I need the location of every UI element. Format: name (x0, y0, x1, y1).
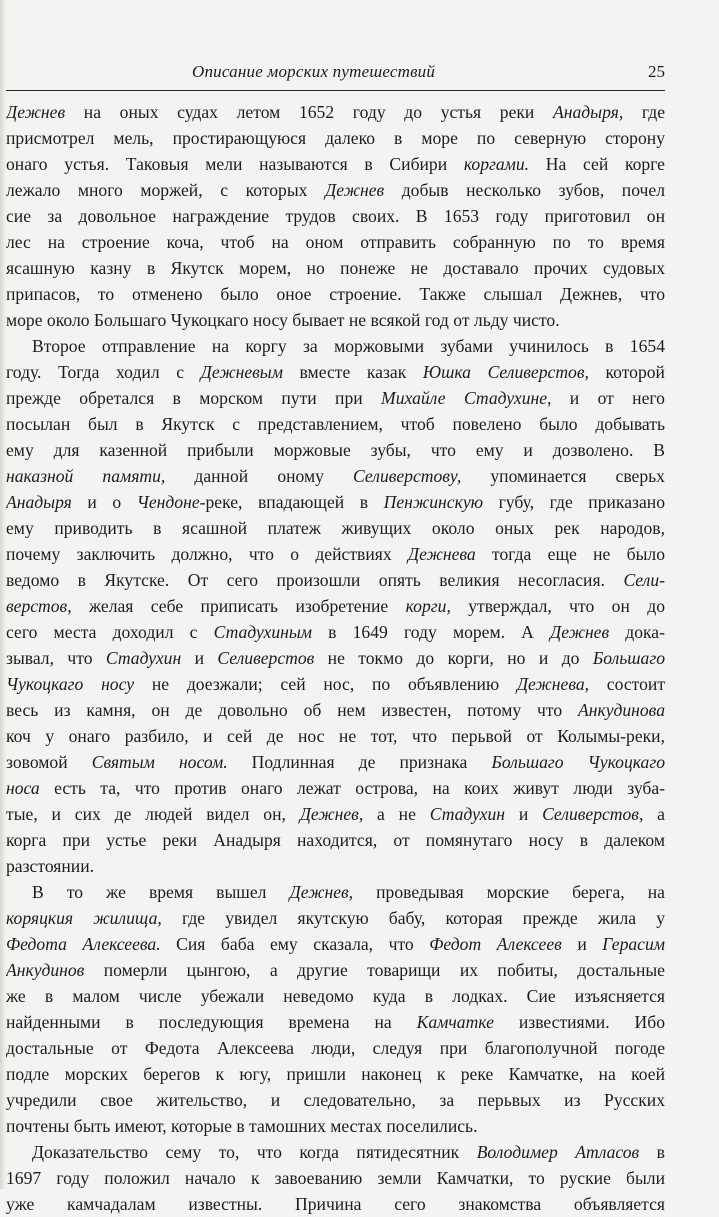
italic-text: Селиверстов, (542, 804, 644, 824)
text-span: утверждал, что он до (450, 596, 665, 616)
text-span: уже камчадалам известны. Причина сего знакомства объявляется (6, 1194, 665, 1214)
text-span: а не (363, 804, 430, 824)
italic-text: коряцкия жилища, (6, 908, 162, 928)
text-line (6, 1139, 665, 1165)
text-span: коч у онаго разбило, и сей де нос не тот, что перьвой от Колымы-реки, (6, 726, 665, 746)
text-line (6, 489, 665, 515)
text-line (6, 541, 665, 567)
text-span: померли цынгою, а другие товарищи их побиты, достальные (84, 960, 665, 980)
text-span: сего места доходил с (6, 622, 214, 642)
text-span: подле морских берегов к югу, пришли наконец к реке Камчатке, на коей (6, 1064, 665, 1084)
text-span: -реке, впадающей в (199, 492, 384, 512)
text-span: ему для казенной прибыли моржовые зубы, что ему и дозволено. В (6, 440, 665, 460)
text-span: и (181, 648, 218, 668)
italic-text: Дежнев (6, 102, 66, 122)
text-line (6, 853, 665, 879)
text-span: посылан был в Якутск с представлением, чтоб повелено было добывать (6, 414, 665, 434)
text-span: почтены быть имеют, которые в тамошних местах поселились. (6, 1116, 478, 1136)
italic-text: Дежнева, (516, 674, 590, 694)
italic-text: носа (6, 778, 40, 798)
text-span: тогда еще не было (475, 544, 665, 564)
italic-text: Большаго Чукоцкаго (491, 752, 665, 772)
text-line (6, 229, 665, 255)
text-span: найденными в последующия времена на (6, 1012, 417, 1032)
running-header (6, 60, 665, 88)
text-span: где (623, 102, 665, 122)
text-span: известиями. Ибо (493, 1012, 665, 1032)
italic-text: Дежневым (200, 362, 283, 382)
text-span: на оных судах летом 1652 году до устья реки (65, 102, 553, 122)
italic-text: Стадухин (429, 804, 505, 824)
italic-text: Володимер Атласов (476, 1142, 640, 1162)
italic-text: Стадухиным (213, 622, 313, 642)
text-span: ясашную казну в Якутск морем, но понеже не доставало прочих судовых (6, 258, 665, 278)
italic-text: верстов, (6, 596, 72, 616)
text-line (6, 1087, 665, 1113)
page-number: 25 (648, 62, 665, 81)
italic-text: Камчатке (416, 1012, 494, 1032)
text-line (6, 515, 665, 541)
text-line (6, 1165, 665, 1191)
text-line (6, 1191, 665, 1217)
text-span: в 1649 году морем. А (312, 622, 551, 642)
text-span: же в малом числе убежали неведомо куда в лодках. Сие изъясняется (6, 986, 665, 1006)
text-line (6, 775, 665, 801)
text-span: почему заключить должно, что о действиях (6, 544, 408, 564)
italic-text: корги, (405, 596, 451, 616)
text-span: желая себе приписать изобретение (71, 596, 406, 616)
italic-text: Дежнев, (299, 804, 364, 824)
text-line (6, 697, 665, 723)
text-span: присмотрел мель, простирающуюся далеко в море по северную сторону (6, 128, 665, 148)
italic-text: Дежнев, (289, 882, 354, 902)
text-line (6, 671, 665, 697)
text-span: году. Тогда ходил с (6, 362, 201, 382)
italic-text: Святым носом. (91, 752, 228, 772)
text-line (6, 411, 665, 437)
italic-text: Анадыря (6, 492, 72, 512)
text-line (6, 1009, 665, 1035)
text-line (6, 177, 665, 203)
text-line (6, 957, 665, 983)
italic-text: Анкудинова (578, 700, 665, 720)
text-span: достальные от Федота Алексеева люди, следуя при благополучной погоде (6, 1038, 665, 1058)
italic-text: Чукоцкаго носу (6, 674, 135, 694)
italic-text: Анкудинов (6, 960, 85, 980)
text-span: дока- (609, 622, 665, 642)
text-line (6, 1113, 665, 1139)
text-line (6, 437, 665, 463)
italic-text: Селиверстову, (353, 466, 462, 486)
italic-text: коргами. (463, 154, 530, 174)
text-span: добыв несколько зубов, почел (384, 180, 665, 200)
text-span: и о (71, 492, 137, 512)
text-span: В то же время вышел (32, 882, 290, 902)
italic-text: Селиверстов (217, 648, 315, 668)
text-line (6, 203, 665, 229)
text-span: Доказательство сему то, что когда пятидесятник (32, 1142, 477, 1162)
text-line (6, 723, 665, 749)
italic-text: Анадыря, (553, 102, 624, 122)
text-line (6, 645, 665, 671)
italic-text: Стадухин (105, 648, 182, 668)
text-span: На сей корге (529, 154, 665, 174)
text-span: и (505, 804, 543, 824)
text-span: проведывая морские берега, на (353, 882, 665, 902)
text-span: Подлинная де признака (227, 752, 492, 772)
text-line (6, 801, 665, 827)
text-line (6, 307, 665, 333)
text-line (6, 359, 665, 385)
running-header-title: Описание морских путешествий (192, 62, 436, 81)
text-span: губу, где приказано (483, 492, 665, 512)
text-line (6, 99, 665, 125)
text-span: весь из камня, он де довольно об нем известен, потому что (6, 700, 578, 720)
text-line (6, 593, 665, 619)
text-span: упоминается сверьх (461, 466, 665, 486)
text-span: прежде обретался в морском пути при (6, 388, 382, 408)
text-span: данной оному (165, 466, 354, 486)
text-span: в (639, 1142, 665, 1162)
text-span: лежало много моржей, с которых (6, 180, 326, 200)
text-span: зывал, что (6, 648, 106, 668)
italic-text: Михайле Стадухине, (381, 388, 552, 408)
text-line (6, 905, 665, 931)
text-line (6, 463, 665, 489)
text-line (6, 749, 665, 775)
text-span: онаго устья. Таковыя мели называются в Сибири (6, 154, 464, 174)
text-span: вместе казак (282, 362, 423, 382)
text-line (6, 125, 665, 151)
text-line (6, 827, 665, 853)
italic-text: Дежнев (325, 180, 385, 200)
text-line (6, 567, 665, 593)
italic-text: Юшка Селиверстов, (422, 362, 589, 382)
text-line (6, 1035, 665, 1061)
text-line (6, 255, 665, 281)
text-span: не доезжали; сей нос, по объявлению (134, 674, 517, 694)
italic-text: Пенжинскую (383, 492, 484, 512)
text-span: учредили свое жительство, и следовательно, за перьвых из Русских (6, 1090, 665, 1110)
text-line (6, 983, 665, 1009)
text-span: припасов, то отменено было оное строение. Также слышал Дежнев, что (6, 284, 665, 304)
italic-text: Чендоне (136, 492, 200, 512)
italic-text: Федот Алексеев (429, 934, 562, 954)
text-span: где увидел якутскую бабу, которая прежде жила у (161, 908, 665, 928)
text-span: ведомо в Якутске. От сего произошли опять великия несогласия. (6, 570, 624, 590)
text-span: сие за довольное награждение трудов своих. В 1653 году приготовил он (6, 206, 665, 226)
text-span: состоит (589, 674, 665, 694)
text-line (6, 333, 665, 359)
text-line (6, 385, 665, 411)
header-rule (6, 90, 665, 91)
text-span: корга при устье реки Анадыря находится, от помянутаго носу в далеком (6, 830, 665, 850)
text-span: не токмо до корги, но и до (314, 648, 593, 668)
text-span: море около Большаго Чукоцкаго носу бывает не всякой год от льду чисто. (6, 310, 560, 330)
text-line (6, 619, 665, 645)
italic-text: Большаго (592, 648, 665, 668)
text-span: тые, и сих де людей видел он, (6, 804, 300, 824)
text-span: зовомой (6, 752, 92, 772)
text-line (6, 151, 665, 177)
text-line (6, 281, 665, 307)
text-span: Сия баба ему сказала, что (160, 934, 430, 954)
text-line (6, 931, 665, 957)
text-span: ему приводить в ясашной платеж живущих около оных рек народов, (6, 518, 665, 538)
text-span: а (643, 804, 665, 824)
text-span: которой (588, 362, 665, 382)
text-span: лес на строение коча, чтоб на оном отправить собранную по то время (6, 232, 665, 252)
italic-text: Сели- (623, 570, 665, 590)
body-text (6, 99, 665, 1217)
text-span: есть та, что против онаго лежат острова, на коих живут люди зуба- (39, 778, 665, 798)
text-span: 1697 году положил начало к завоеванию земли Камчатки, то руские были (6, 1168, 665, 1188)
italic-text: Дежнева (407, 544, 476, 564)
text-line (6, 879, 665, 905)
italic-text: Герасим (602, 934, 665, 954)
italic-text: Дежнев (550, 622, 610, 642)
text-line (6, 1061, 665, 1087)
text-span: Второе отправление на коргу за моржовыми зубами учинилось в 1654 (32, 336, 665, 356)
italic-text: Федота Алексеева. (6, 934, 161, 954)
italic-text: наказной памяти, (6, 466, 166, 486)
text-span: и от него (551, 388, 665, 408)
text-span: разстоянии. (6, 856, 95, 876)
text-span: и (561, 934, 603, 954)
